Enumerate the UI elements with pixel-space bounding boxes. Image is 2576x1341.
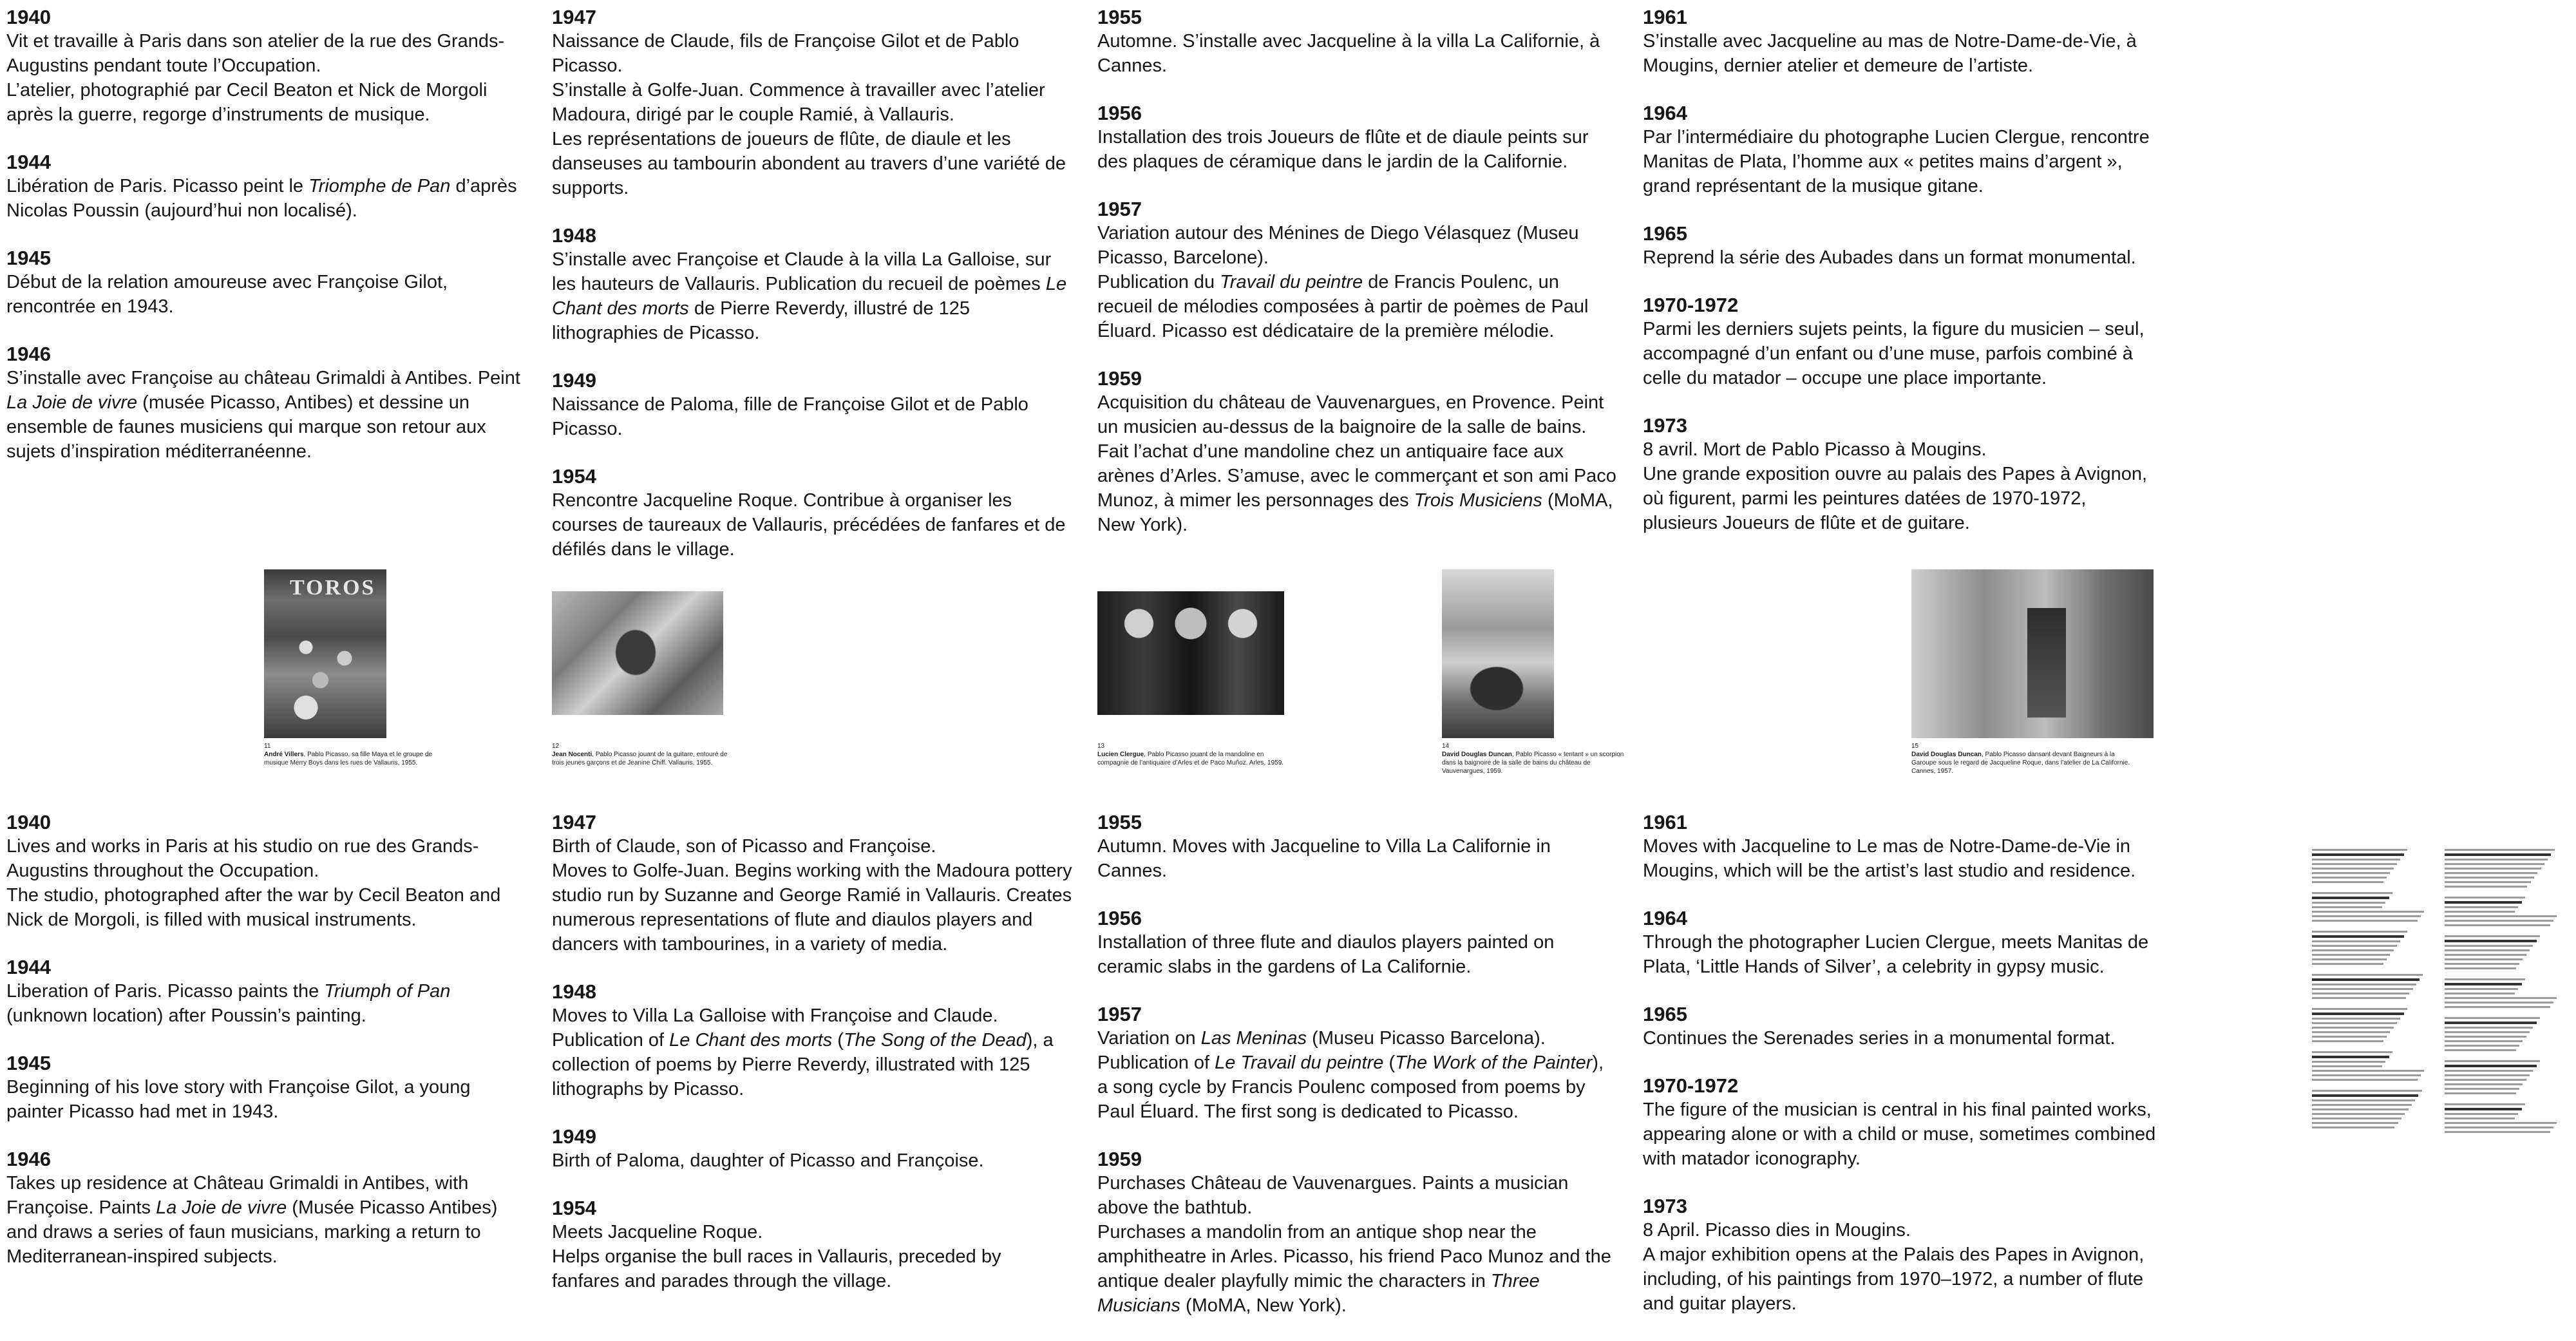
timeline-text: Fait l’achat d’une mandoline chez un antiquaire face aux arènes d’Arles. S’amuse, avec le commerçant et son ami Paco Munoz, à mimer les personnages des Trois Musiciens (MoMA, New York). <box>1097 441 1616 535</box>
timeline-en-column-2 <box>552 810 1072 1317</box>
timeline-text: Purchases a mandolin from an antique shop near the amphitheatre in Arles. Picasso, his friend Paco Munoz and the antique dealer playfully mimic the characters in Three Musicians (MoMA, New York). <box>1097 1222 1611 1316</box>
italic-title: The Work of the Painter <box>1395 1052 1593 1073</box>
timeline-text: A major exhibition opens at the Palais des Papes in Avignon, including, of his paintings from 1970–1972, a number of flute and guitar players. <box>1643 1244 2145 1314</box>
timeline-entry <box>1643 810 2163 883</box>
timeline-year: 1954 <box>552 465 596 488</box>
italic-title: Travail du peintre <box>1220 272 1363 292</box>
timeline-year: 1940 <box>6 811 51 833</box>
timeline-text: S’installe avec Françoise au château Grimaldi à Antibes. Peint La Joie de vivre (musée Picasso, Antibes) et dessine un ensemble de faunes musiciens qui marque son retour aux sujets d’inspiration méditerranéenne. <box>6 368 520 462</box>
photo-toros-band <box>264 569 386 738</box>
timeline-entry <box>1643 414 2163 535</box>
timeline-year: 1957 <box>1097 198 1142 220</box>
timeline-entry <box>552 464 1072 562</box>
timeline-text: Naissance de Paloma, fille de Françoise Gilot et de Pablo Picasso. <box>552 394 1028 439</box>
timeline-text: Acquisition du château de Vauvenargues, en Provence. Peint un musicien au-dessus de la baignoire de la salle de bains. <box>1097 392 1604 437</box>
photo-dancing-studio <box>1911 569 2154 738</box>
timeline-year: 1970-1972 <box>1643 1074 1739 1097</box>
timeline-entry <box>1643 1194 2163 1316</box>
timeline-text: Autumn. Moves with Jacqueline to Villa La Californie in Cannes. <box>1097 836 1551 881</box>
timeline-year: 1947 <box>552 6 596 28</box>
italic-title: Triomphe de Pan <box>308 176 451 196</box>
timeline-year: 1956 <box>1097 907 1142 929</box>
timeline-en-column-3 <box>1097 810 1618 1341</box>
timeline-entry <box>6 1147 527 1269</box>
timeline-year: 1965 <box>1643 1003 1687 1025</box>
timeline-year: 1959 <box>1097 1148 1142 1170</box>
timeline-entry <box>1643 222 2163 270</box>
timeline-entry <box>1643 1002 2163 1051</box>
timeline-en-column-4 <box>1643 810 2163 1339</box>
timeline-text: Continues the Serenades series in a monumental format. <box>1643 1028 2116 1049</box>
photo-caption-14: 14 David Douglas Duncan, Pablo Picasso « tentant » un scorpion dans la baignoire de la salle de bains du château de Vauvenargues, 1959. <box>1442 743 1624 775</box>
timeline-year: 1970-1972 <box>1643 294 1739 316</box>
timeline-year: 1944 <box>6 151 51 173</box>
timeline-entry <box>1097 5 1618 78</box>
timeline-text: Naissance de Claude, fils de Françoise Gilot et de Pablo Picasso. <box>552 31 1019 76</box>
timeline-text: 8 April. Picasso dies in Mougins. <box>1643 1220 1911 1241</box>
photo-bathtub-scorpion <box>1442 569 1554 738</box>
timeline-text: Rencontre Jacqueline Roque. Contribue à organiser les courses de taureaux de Vallauris, précédées de fanfares et de défilés dans le village. <box>552 490 1066 560</box>
timeline-text: The figure of the musician is central in his final painted works, appearing alone or with a child or muse, sometimes combined with matador iconography. <box>1643 1099 2156 1169</box>
italic-title: La Joie de vivre <box>156 1197 287 1218</box>
timeline-text: Publication du Travail du peintre de Francis Poulenc, un recueil de mélodies composées à partir de poèmes de Paul Éluard. Picasso est dédicataire de la première mélodie. <box>1097 272 1589 341</box>
timeline-text: Helps organise the bull races in Vallauris, preceded by fanfares and parades through the village. <box>552 1246 1001 1291</box>
timeline-entry <box>1643 1074 2163 1171</box>
photo-caption-12: 12 Jean Nocenti, Pablo Picasso jouant de la guitare, entouré de trois jeunes garçons et de Jeanine Chiff. Vallauris, 1955. <box>552 743 728 766</box>
timeline-entry <box>1643 101 2163 198</box>
timeline-entry <box>1097 197 1618 343</box>
timeline-entry <box>6 810 527 932</box>
timeline-text: Installation des trois Joueurs de flûte et de diaule peints sur des plaques de céramique dans le jardin de la Californie. <box>1097 127 1589 172</box>
timeline-year: 1949 <box>552 1125 596 1148</box>
timeline-year: 1955 <box>1097 811 1142 833</box>
timeline-text: 8 avril. Mort de Pablo Picasso à Mougins. <box>1643 439 1987 460</box>
timeline-text: Moves with Jacqueline to Le mas de Notre-Dame-de-Vie in Mougins, which will be the artist’s last studio and residence. <box>1643 836 2136 881</box>
italic-title: Le Chant des morts <box>552 274 1067 319</box>
timeline-text: Publication of Le Travail du peintre (The Work of the Painter), a song cycle by Francis Poulenc composed from poems by Paul Éluard. The first song is dedicated to Picasso. <box>1097 1052 1604 1122</box>
timeline-text: Moves to Villa La Galloise with Françoise and Claude. <box>552 1005 998 1026</box>
timeline-entry <box>1097 101 1618 174</box>
timeline-text: Birth of Paloma, daughter of Picasso and Françoise. <box>552 1150 984 1171</box>
timeline-text: S’installe avec Jacqueline au mas de Notre-Dame-de-Vie, à Mougins, dernier atelier et demeure de l’artiste. <box>1643 31 2137 76</box>
timeline-text: Automne. S’installe avec Jacqueline à la villa La Californie, à Cannes. <box>1097 31 1600 76</box>
timeline-year: 1961 <box>1643 6 1687 28</box>
italic-title: Le Chant des morts <box>669 1030 833 1051</box>
timeline-entry <box>6 246 527 319</box>
timeline-entry <box>552 1125 1072 1173</box>
timeline-fr-column-3 <box>1097 5 1618 560</box>
timeline-year: 1940 <box>6 6 51 28</box>
timeline-entry <box>6 150 527 223</box>
timeline-year: 1945 <box>6 1052 51 1074</box>
timeline-year: 1965 <box>1643 222 1687 245</box>
timeline-entry <box>552 980 1072 1101</box>
timeline-entry <box>1097 906 1618 979</box>
credits-strip <box>2312 849 2563 1235</box>
timeline-year: 1964 <box>1643 907 1687 929</box>
timeline-year: 1947 <box>552 811 596 833</box>
italic-title: La Joie de vivre <box>6 392 138 413</box>
italic-title: The Song of the Dead <box>843 1030 1027 1051</box>
timeline-text: Through the photographer Lucien Clergue, meets Manitas de Plata, ‘Little Hands of Silver’, a celebrity in gypsy music. <box>1643 932 2149 977</box>
italic-title: Las Meninas <box>1200 1028 1307 1049</box>
timeline-text: Reprend la série des Aubades dans un format monumental. <box>1643 247 2136 268</box>
photo-mandolin-trio <box>1097 591 1284 715</box>
photo-caption-13: 13 Lucien Clergue, Pablo Picasso jouant de la mandoline en compagnie de l’antiquaire d’Arles et de Paco Muñoz. Arles, 1959. <box>1097 743 1284 766</box>
timeline-text: Birth of Claude, son of Picasso and Françoise. <box>552 836 936 857</box>
timeline-year: 1946 <box>6 1148 51 1170</box>
timeline-year: 1946 <box>6 343 51 365</box>
italic-title: Trois Musiciens <box>1414 490 1542 511</box>
timeline-fr-column-1 <box>6 5 527 487</box>
timeline-year: 1945 <box>6 247 51 269</box>
timeline-text: Meets Jacqueline Roque. <box>552 1222 763 1242</box>
timeline-entry <box>1097 810 1618 883</box>
timeline-year: 1957 <box>1097 1003 1142 1025</box>
timeline-entry <box>1643 293 2163 390</box>
timeline-text: Takes up residence at Château Grimaldi in Antibes, with Françoise. Paints La Joie de vivre (Musée Picasso Antibes) and draws a series of faun musicians, marking a return to Mediterranean-inspired subjects. <box>6 1173 498 1267</box>
timeline-entry <box>552 224 1072 345</box>
timeline-entry <box>1643 906 2163 979</box>
timeline-year: 1973 <box>1643 1195 1687 1217</box>
photo-caption-15: 15 David Douglas Duncan, Pablo Picasso dansant devant Baigneurs à la Garoupe sous le regard de Jacqueline Roque, dans l’atelier de La Californie. Cannes, 1957. <box>1911 743 2130 775</box>
credits-strip-left <box>2312 849 2425 1137</box>
timeline-text: Libération de Paris. Picasso peint le Triomphe de Pan d’après Nicolas Poussin (aujourd’hui non localisé). <box>6 176 517 221</box>
timeline-text: Variation on Las Meninas (Museu Picasso Barcelona). <box>1097 1028 1546 1049</box>
timeline-text: Par l’intermédiaire du photographe Lucien Clergue, rencontre Manitas de Plata, l’homme aux « petites mains d’argent », grand représentant de la musique gitane. <box>1643 127 2150 196</box>
timeline-text: Les représentations de joueurs de flûte, de diaule et les danseuses au tambourin abondent au travers d’une variété de supports. <box>552 129 1066 198</box>
timeline-year: 1948 <box>552 224 596 247</box>
timeline-text: S’installe avec Françoise et Claude à la villa La Galloise, sur les hauteurs de Vallauris. Publication du recueil de poèmes Le Chant des morts de Pierre Reverdy, illustré de 125 lithographies de Picasso. <box>552 249 1067 343</box>
timeline-year: 1944 <box>6 956 51 978</box>
timeline-text: Parmi les derniers sujets peints, la figure du musicien – seul, accompagné d’un enfant ou d’une muse, parfois combiné à celle du matador – occupe une place importante. <box>1643 319 2145 388</box>
timeline-text: Lives and works in Paris at his studio on rue des Grands-Augustins throughout the Occupation. <box>6 836 479 881</box>
timeline-text: Début de la relation amoureuse avec Françoise Gilot, rencontrée en 1943. <box>6 272 448 317</box>
photo-guitar-group <box>552 591 723 715</box>
timeline-text: Une grande exposition ouvre au palais des Papes à Avignon, où figurent, parmi les peintures datées de 1970-1972, plusieurs Joueurs de flûte et de guitare. <box>1643 464 2148 533</box>
timeline-text: L’atelier, photographié par Cecil Beaton et Nick de Morgoli après la guerre, regorge d’instruments de musique. <box>6 80 488 125</box>
timeline-entry <box>1097 1147 1618 1318</box>
timeline-entry <box>1097 366 1618 537</box>
timeline-text: Installation of three flute and diaulos players painted on ceramic slabs in the gardens of La Californie. <box>1097 932 1555 977</box>
timeline-text: Purchases Château de Vauvenargues. Paints a musician above the bathtub. <box>1097 1173 1569 1218</box>
timeline-entry <box>6 955 527 1028</box>
timeline-fr-column-2 <box>552 5 1072 585</box>
timeline-text: Variation autour des Ménines de Diego Vélasquez (Museu Picasso, Barcelone). <box>1097 223 1579 268</box>
timeline-text: Moves to Golfe-Juan. Begins working with the Madoura pottery studio run by Suzanne and George Ramié in Vallauris. Creates numerous representations of flute and diaulos players and dancers with tambourines, in a variety of media. <box>552 861 1072 955</box>
timeline-year: 1961 <box>1643 811 1687 833</box>
timeline-entry <box>552 368 1072 441</box>
timeline-entry <box>1643 5 2163 78</box>
timeline-text: The studio, photographed after the war by Cecil Beaton and Nick de Morgoli, is filled with musical instruments. <box>6 885 501 930</box>
timeline-text: S’installe à Golfe-Juan. Commence à travailler avec l’atelier Madoura, dirigé par le couple Ramié, à Vallauris. <box>552 80 1045 125</box>
timeline-entry <box>6 342 527 464</box>
timeline-year: 1964 <box>1643 102 1687 124</box>
photo-caption-11: 11 André Villers, Pablo Picasso, sa fille Maya et le groupe de musique Merry Boys dans les rues de Vallauris, 1955. <box>264 743 433 766</box>
timeline-text: Vit et travaille à Paris dans son atelier de la rue des Grands-Augustins pendant toute l’Occupation. <box>6 31 505 76</box>
timeline-entry <box>552 810 1072 956</box>
timeline-entry <box>552 5 1072 200</box>
timeline-entry <box>6 5 527 127</box>
timeline-year: 1954 <box>552 1197 596 1219</box>
timeline-year: 1959 <box>1097 367 1142 390</box>
italic-title: Three Musicians <box>1097 1271 1540 1316</box>
timeline-year: 1973 <box>1643 414 1687 437</box>
timeline-en-column-1 <box>6 810 527 1292</box>
timeline-year: 1949 <box>552 369 596 392</box>
timeline-text: Beginning of his love story with Françoise Gilot, a young painter Picasso had met in 1943. <box>6 1077 471 1122</box>
timeline-entry <box>552 1196 1072 1293</box>
timeline-text: Publication of Le Chant des morts (The Song of the Dead), a collection of poems by Pierre Reverdy, illustrated with 125 lithographs by Picasso. <box>552 1030 1054 1099</box>
timeline-fr-column-4 <box>1643 5 2163 558</box>
timeline-year: 1955 <box>1097 6 1142 28</box>
timeline-entry <box>1097 1002 1618 1124</box>
timeline-entry <box>6 1051 527 1124</box>
credits-strip-right <box>2445 849 2558 1142</box>
timeline-year: 1948 <box>552 980 596 1003</box>
italic-title: Triumph of Pan <box>324 981 451 1002</box>
timeline-year: 1956 <box>1097 102 1142 124</box>
timeline-text: Liberation of Paris. Picasso paints the Triumph of Pan (unknown location) after Poussin’s painting. <box>6 981 451 1026</box>
photo-sign-text: TOROS <box>290 576 376 600</box>
italic-title: Le Travail du peintre <box>1215 1052 1384 1073</box>
